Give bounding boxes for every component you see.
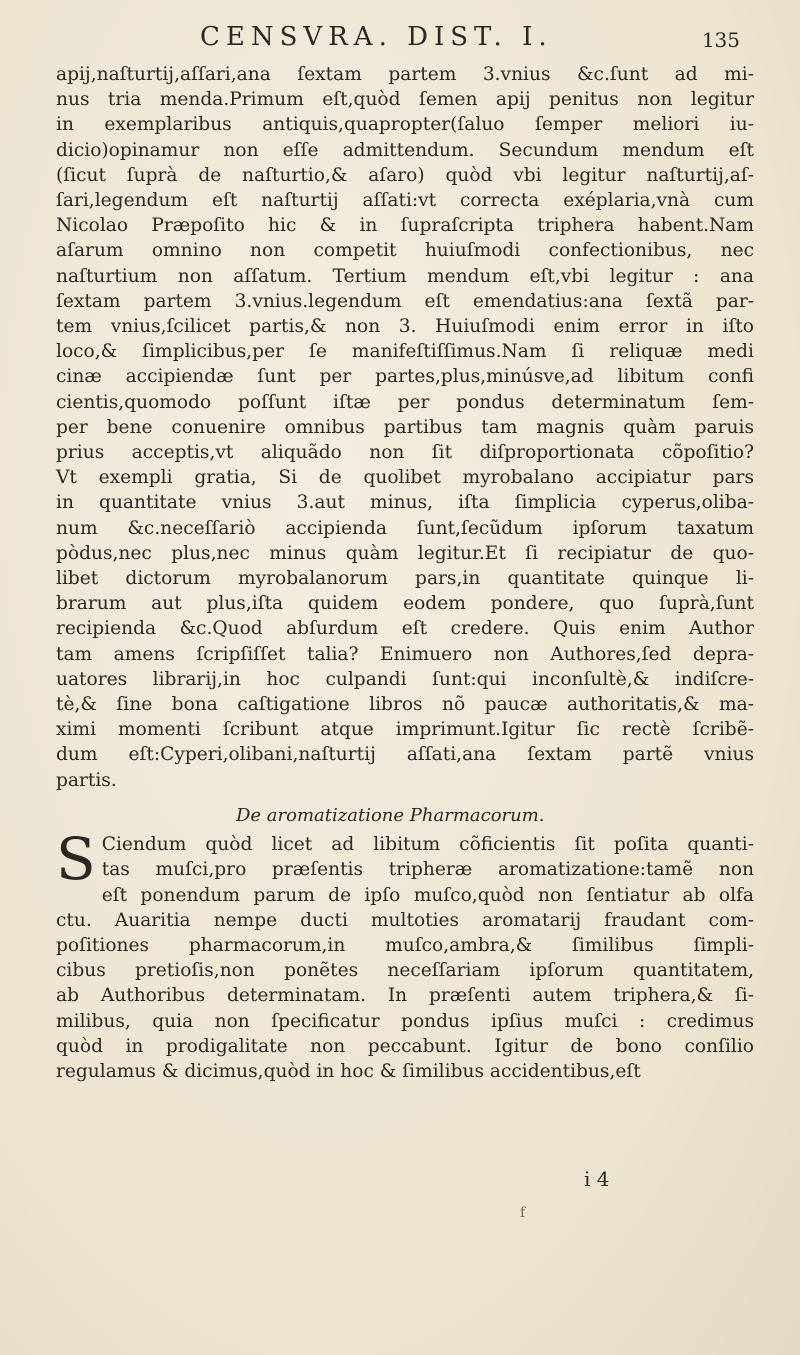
running-head: CENSVRA. DIST. I.: [200, 22, 553, 52]
text-line: cientis,quomodo poſſunt iſtæ per pondus determinatum ſem-: [56, 391, 754, 413]
text-line: quòd in prodigalitate non peccabunt. Igitur de bono conſilio: [56, 1035, 754, 1057]
section-heading: De aromatizatione Pharmacorum.: [236, 804, 545, 826]
text-line: in quantitate vnius 3.aut minus, iſta ſimplicia cyperus,oliba-: [56, 492, 754, 514]
text-line: uatores librarij,in hoc culpandi ſunt:qui inconſultè,& indiſcre-: [56, 668, 754, 690]
text-line: tè,& ſine bona caſtigatione libros nõ paucæ authoritatis,& ma-: [56, 694, 754, 716]
paragraph-aromatization-lines: [56, 825, 754, 1084]
body-text: [56, 62, 754, 1084]
page-number: 135: [701, 28, 740, 52]
text-line: pòdus,nec plus,nec minus quàm legitur.Et ſi recipiatur de quo-: [56, 542, 754, 564]
signature-mark: i 4: [584, 1167, 610, 1191]
text-line: libet dictorum myrobalanorum pars,in quantitate quinque li-: [56, 568, 754, 590]
text-line: nus tria menda.Primum eſt,quòd ſemen apij penitus non legitur: [56, 89, 754, 111]
text-line: in exemplaribus antiquis,quapropter(ſaluo ſemper meliori iu-: [56, 114, 754, 136]
text-line: ctu. Auaritia nempe ducti multoties aromatarij fraudant com-: [56, 909, 754, 931]
text-line: Vt exempli gratia, Si de quolibet myrobalano accipiatur pars: [56, 467, 754, 489]
text-line: regulamus & dicimus,quòd in hoc & ſimilibus accidentibus,eſt: [56, 1060, 641, 1082]
paragraph-correction: [56, 62, 754, 793]
text-line: aſarum omnino non competit huiuſmodi confectionibus, nec: [56, 240, 754, 262]
text-line: Ciendum quòd licet ad libitum cõficientis ſit poſita quanti-: [101, 834, 754, 856]
text-line: (ſicut ſuprà de naſturtio,& aſaro) quòd vbi legitur naſturtij,aſ-: [56, 164, 754, 186]
text-line: tam amens ſcripſiſſet talia? Enimuero non Authores,ſed depra-: [56, 643, 754, 665]
text-line: tem vnius,ſcilicet partis,& non 3. Huiuſmodi enim error in iſto: [56, 316, 754, 338]
text-line: per bene conuenire omnibus partibus tam magnis quàm paruis: [56, 416, 754, 438]
text-line: recipienda &c.Quod abſurdum eſt credere. Quis enim Author: [56, 618, 754, 640]
page-header: [200, 22, 740, 58]
text-line: cinæ accipiendæ ſunt per partes,plus,minúsve,ad libitum confi: [56, 366, 754, 388]
text-line: partis.: [56, 769, 117, 791]
text-line: loco,& ſimplicibus,per ſe manifeſtiſſimus.Nam ſi reliquæ medi: [56, 341, 754, 363]
text-line: ximi momenti ſcribunt atque imprimunt.Igitur ſic rectè ſcribẽ-: [56, 719, 754, 741]
text-line: cibus pretioſis,non ponẽtes neceſſariam ipſorum quantitatem,: [56, 960, 754, 982]
text-line: ſari,legendum eſt naſturtij aſſati:vt correcta exéplaria,vnà cum: [56, 190, 754, 212]
drop-cap: S: [56, 825, 96, 894]
paragraph-aromatization: [56, 825, 754, 1084]
text-line: ab Authoribus determinatam. In præſenti autem triphera,& ſi-: [56, 985, 754, 1007]
text-line: naſturtium non aſſatum. Tertium mendum eſt,vbi legitur : ana: [56, 265, 754, 287]
text-line: apij,naſturtij,aſſari,ana ſextam partem 3.vnius &c.ſunt ad mi-: [56, 64, 754, 85]
text-line: brarum aut plus,iſta quidem eodem pondere, quo ſuprà,ſunt: [56, 593, 754, 615]
stray-mark: f: [520, 1205, 526, 1221]
text-line: milibus, quia non ſpecificatur pondus ipſius muſci : credimus: [56, 1010, 754, 1032]
text-line: eſt ponendum parum de ipſo muſco,quòd non ſentiatur ab olfa: [101, 884, 754, 906]
text-line: prius acceptis,vt aliquãdo non ſit diſproportionata cõpoſitio?: [56, 442, 754, 464]
text-line: poſitiones pharmacorum,in muſco,ambra,& ſimilibus ſimpli-: [56, 934, 754, 956]
text-line: tas muſci,pro præſentis tripheræ aromatizatione:tamẽ non: [101, 859, 754, 881]
text-line: dicio)opinamur non eſſe admittendum. Secundum mendum eſt: [56, 139, 754, 161]
text-line: num &c.neceſſariò accipienda ſunt,ſecũdum ipſorum taxatum: [56, 517, 754, 539]
text-line: Nicolao Præpoſito hic & in ſupraſcripta triphera habent.Nam: [56, 215, 754, 237]
text-line: dum eſt:Cyperi,olibani,naſturtij aſſati,ana ſextam partẽ vnius: [56, 744, 754, 766]
text-line: ſextam partem 3.vnius.legendum eſt emendatius:ana ſextã par-: [56, 290, 754, 312]
